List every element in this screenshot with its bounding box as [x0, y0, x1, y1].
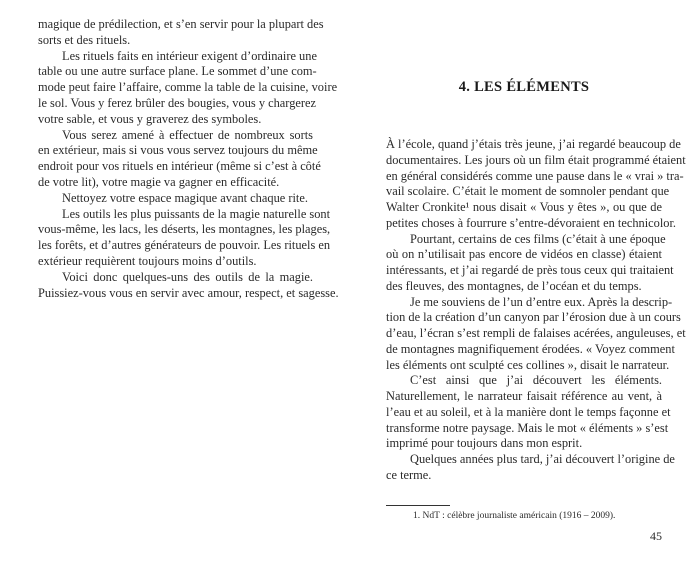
text-line: les éléments ont sculpté ces collines », disait le narrateur. — [386, 357, 670, 372]
text-line: endroit pour vos rituels en intérieur (même si c’est à côté — [38, 159, 321, 174]
text-line: vail scolaire. C’était le moment de somnoler pendant que — [386, 184, 670, 199]
text-line: Quelques années plus tard, j’ai découvert l’origine de — [410, 452, 675, 466]
text-line: l’eau et au soleil, et à la manière dont le temps façonne et — [386, 404, 671, 419]
text-line: sorts et des rituels. — [38, 32, 131, 47]
text-line: Naturellement, le narrateur faisait référence au vent, à — [386, 389, 662, 403]
text-line: des fleuves, des montagnes, de l’océan et du temps. — [386, 278, 642, 293]
text-line: magique de prédilection, et s’en servir pour la plupart des — [38, 17, 324, 31]
text-line: en général considérés comme une pause dans le « vrai » tra- — [386, 168, 684, 183]
text-line: ce terme. — [386, 467, 432, 482]
text-line: d’eau, l’écran s’est rempli de falaises acérées, anguleuses, et — [386, 326, 686, 340]
text-line: extérieur requièrent toujours moins d’outils. — [38, 254, 257, 268]
text-line: Walter Cronkite¹ nous disait « Vous y êtes », ou que de — [386, 200, 662, 214]
page-number: 45 — [650, 529, 662, 543]
text-line: petites choses à fourrure s’entre-dévoraient en technicolor. — [386, 215, 677, 230]
text-line: imprimé pour toujours dans mon esprit. — [386, 436, 583, 451]
text-line: Les outils les plus puissants de la magie naturelle sont — [62, 206, 331, 221]
text-line: transforme notre paysage. Mais le mot « éléments » s’est — [386, 420, 669, 435]
text-line: Pourtant, certains de ces films (c’était à une époque — [410, 231, 666, 246]
text-line: le sol. Vous y ferez brûler des bougies, vous y chargerez — [38, 96, 317, 110]
footnote: 1. NdT : célèbre journaliste américain (1916 – 2009). — [413, 511, 616, 521]
footnote-divider — [386, 505, 450, 506]
right-page — [350, 0, 700, 566]
text-line: Je me souviens de l’un d’entre eux. Après la descrip- — [410, 294, 673, 309]
text-line: Voici donc quelques-uns des outils de la magie. — [62, 269, 313, 284]
text-line: de montagnes magnifiquement érodées. « Voyez comment — [386, 341, 675, 356]
text-line: en extérieur, mais si vous vous servez toujours du même — [38, 143, 318, 158]
text-line: Puissiez-vous vous en servir avec amour, respect, et sagesse. — [38, 285, 339, 300]
text-line: À l’école, quand j’étais très jeune, j’ai regardé beaucoup de — [386, 137, 681, 151]
text-line: intéressants, et j’ai regardé de près tous ceux qui traitaient — [386, 263, 674, 277]
text-line: tion de la création d’un canyon par l’érosion due à un cours — [386, 310, 681, 325]
text-line: C’est ainsi que j’ai découvert les éléments. — [410, 373, 662, 388]
text-line: Vous serez amené à effectuer de nombreux sorts — [62, 127, 313, 142]
text-line: documentaires. Les jours où un film était programmé étaient — [386, 152, 686, 167]
text-line: mode peut faire l’affaire, comme la table de la cuisine, voire — [38, 80, 338, 95]
text-line: les forêts, et d’autres générateurs de pouvoir. Les rituels en — [38, 238, 331, 253]
text-line: votre sable, et vous y graverez des symboles. — [38, 111, 262, 126]
text-line: vous-même, les lacs, les déserts, les montagnes, les plages, — [38, 222, 331, 237]
text-line: Les rituels faits en intérieur exigent d’ordinaire une — [62, 48, 317, 63]
text-line: où on n’utilisait pas encore de vidéos en classe) étaient — [386, 247, 662, 262]
text-line: table ou une autre surface plane. Le sommet d’une com- — [38, 64, 317, 79]
chapter-title: 4. LES ÉLÉMENTS — [458, 79, 590, 95]
text-line: de votre lit), votre magie va gagner en efficacité. — [38, 175, 280, 189]
text-line: Nettoyez votre espace magique avant chaque rite. — [62, 190, 308, 205]
